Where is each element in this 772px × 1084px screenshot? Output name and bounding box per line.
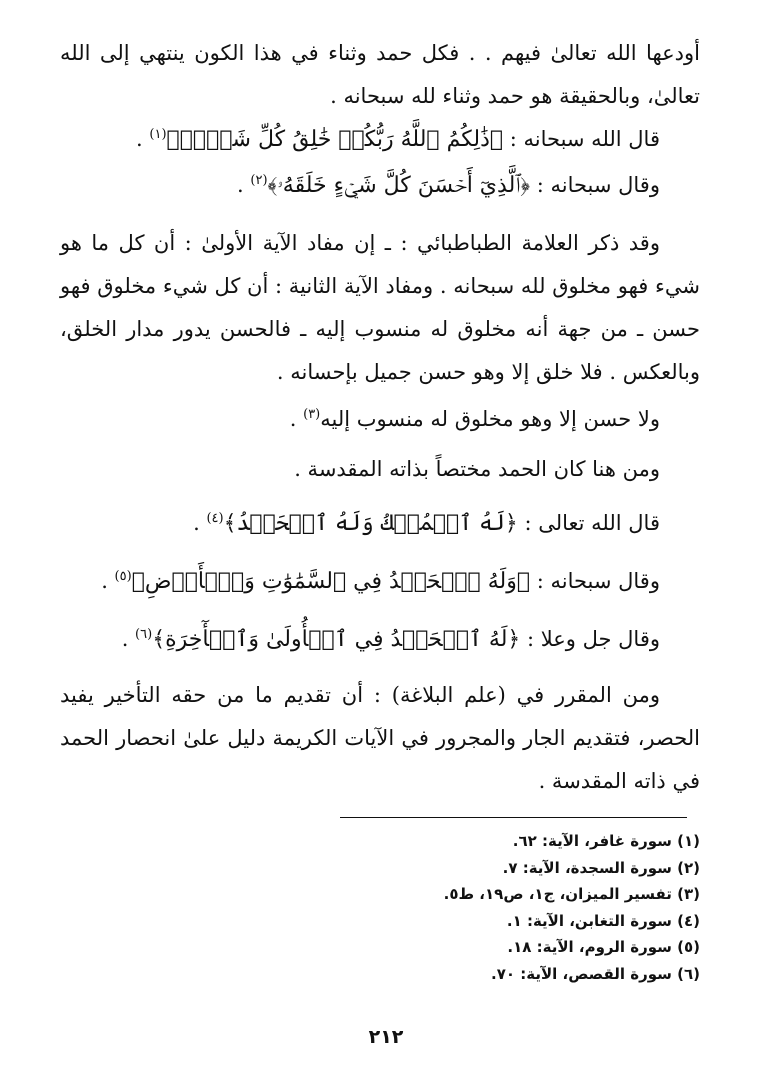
paragraph-intro — [60, 32, 700, 118]
paragraph-rhetoric — [60, 674, 700, 803]
paragraph-tabatabai — [60, 222, 700, 394]
verse-line-1: قال الله سبحانه : ﴿ذَٰلِكُمُ ٱللَّهُ رَبُّكُمۡ خَٰلِقُ كُلِّ شَيۡءٖ﴾$^{(١)}$ . — [136, 127, 660, 152]
verse-line-5: وقال جل وعلا : ﴿لَهُ ٱلۡحَمۡدُ فِي ٱلۡأُولَىٰ وَٱلۡأٓخِرَةِ﴾$^{(٦)}$ . — [121, 627, 660, 652]
footnote-ref-3: (٣) — [303, 407, 321, 422]
footnote-5: (٥) سورة الروم، الآية: ١٨. — [507, 938, 700, 956]
verse-4-intro: وقال سبحانه : — [530, 569, 660, 593]
paragraph-rhetoric-text: ومن المقرر في (علم البلاغة) : أن تقديم ما من حقه التأخير يفيد الحصر، فتقديم الجار والمجرور في الآيات الكريمة دليل علىٰ انحصار الحمد في ذاته المقدسة . — [60, 683, 700, 793]
verse-2-intro: وقال سبحانه : — [530, 173, 660, 197]
footnote-4: (٤) سورة التغابن، الآية: ١. — [506, 911, 700, 930]
footnote-ref-6: (٦) — [135, 627, 153, 642]
verse-3-intro: قال الله تعالى : — [517, 511, 660, 535]
footnotes-list — [280, 828, 700, 987]
page-number: ٢١٢ — [368, 1026, 404, 1048]
footnote-separator — [340, 817, 687, 818]
verse-line-3: قال الله تعالى : ﴿لَهُ ٱلۡمُلۡكُ وَلَهُ ٱلۡحَمۡدُ﴾$^{(٤)}$ . — [193, 511, 660, 536]
verse-line-2: وقال سبحانه : ﴿ٱلَّذِيٓ أَحۡسَنَ كُلَّ شَيۡءٍ خَلَقَهُۥ﴾$^{(٢)}$ . — [237, 173, 660, 198]
footnote-ref-1: (١) — [149, 127, 167, 142]
footnote-3: (٣) تفسير الميزان، ج١، ص١٩، ط٥. — [443, 885, 700, 903]
footnote-ref-5: (٥) — [114, 569, 132, 584]
verse-5-quote: ﴿لَهُ ٱلۡحَمۡدُ فِي ٱلۡأُولَىٰ وَٱلۡأٓخِرَةِ﴾ — [152, 627, 521, 652]
line-praise-exclusive-text: ومن هنا كان الحمد مختصاً بذاته المقدسة . — [294, 457, 660, 481]
verse-1-intro: قال الله سبحانه : — [503, 127, 660, 151]
footnote-ref-4: (٤) — [206, 511, 224, 526]
line-no-beauty-text: ولا حسن إلا وهو مخلوق له منسوب إليه — [320, 407, 660, 431]
footnote-1: (١) سورة غافر، الآية: ٦٢. — [512, 832, 700, 850]
verse-5-intro: وقال جل وعلا : — [520, 627, 660, 651]
line-praise-exclusive — [60, 448, 700, 491]
footnote-ref-2: (٢) — [250, 173, 268, 188]
line-no-beauty: ولا حسن إلا وهو مخلوق له منسوب إليه$^{(٣)}$ . — [289, 407, 660, 431]
footnote-2: (٢) سورة السجدة، الآية: ٧. — [502, 858, 700, 877]
paragraph-tabatabai-text: وقد ذكر العلامة الطباطبائي : ـ إن مفاد الآية الأولىٰ : أن كل ما هو شيء فهو مخلوق لله سبحانه . ومفاد الآية الثانية : أن كل شيء مخلوق فهو حسن ـ من جهة أنه مخلوق له منسوب إليه ـ فالحسن يدور مدار الخلق، وبالعكس . فلا خلق إلا وهو حسن جميل بإحسانه . — [60, 231, 700, 384]
paragraph-intro-text: أودعها الله تعالىٰ فيهم . . فكل حمد وثناء في هذا الكون ينتهي إلى الله تعالىٰ، وبالحقيقة هو حمد وثناء لله سبحانه . — [60, 41, 700, 108]
verse-3-quote: ﴿لَهُ ٱلۡمُلۡكُ وَلَهُ ٱلۡحَمۡدُ﴾ — [223, 511, 518, 536]
verse-line-4: وقال سبحانه : ﴿وَلَهُ ٱلۡحَمۡدُ فِي ٱلسَّمَٰوَٰتِ وَٱلۡأَرۡضِ﴾$^{(٥)}$ . — [101, 569, 660, 594]
verse-2-quote: ﴿ٱلَّذِيٓ أَحۡسَنَ كُلَّ شَيۡءٍ خَلَقَهُۥ﴾ — [267, 173, 531, 198]
verse-4-quote: ﴿وَلَهُ ٱلۡحَمۡدُ فِي ٱلسَّمَٰوَٰتِ وَٱلۡأَرۡضِ﴾ — [131, 569, 531, 594]
verse-1-quote: ﴿ذَٰلِكُمُ ٱللَّهُ رَبُّكُمۡ خَٰلِقُ كُلِّ شَيۡءٖ﴾ — [166, 127, 504, 152]
footnote-6: (٦) سورة القصص، الآية: ٧٠. — [491, 964, 700, 983]
